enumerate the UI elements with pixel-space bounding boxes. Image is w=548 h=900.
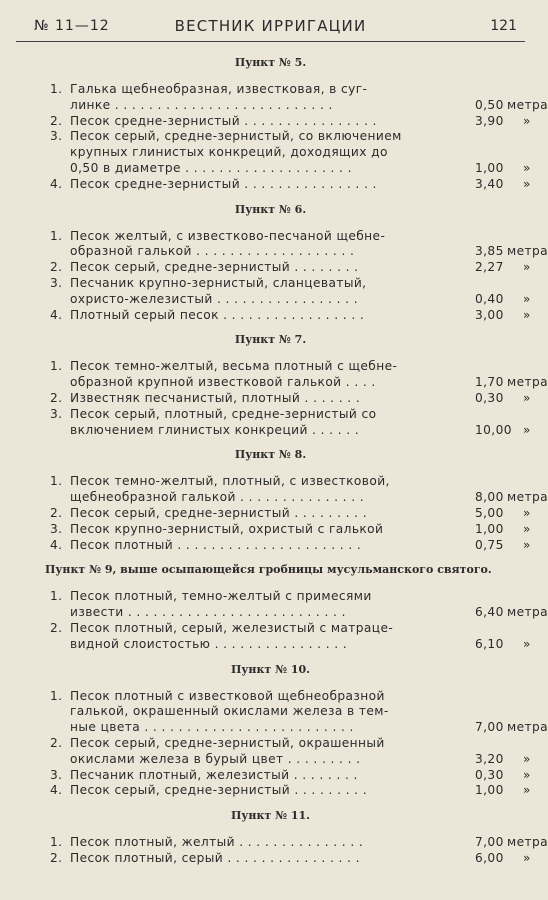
section-title: Пункт № 5. xyxy=(234,56,307,69)
item-text: Песок серый, плотный, средне-зернистый со xyxy=(70,406,377,421)
item-unit: метра xyxy=(507,375,548,390)
item-text: окислами железа в бурый цвет . . . . . . . . . xyxy=(70,751,361,766)
item-number: 2. xyxy=(50,113,63,128)
item-line xyxy=(50,422,531,439)
item-value: 1,00 xyxy=(475,160,504,175)
item-text: включением глинистых конкреций . . . . . . xyxy=(70,422,360,437)
list-item xyxy=(50,620,531,653)
item-text: Песок плотный с известковой щебнеобразной xyxy=(70,688,385,703)
item-value: 1,00 xyxy=(475,783,504,798)
item-value: 6,40 xyxy=(475,605,504,620)
item-text: 0,50 в диаметре . . . . . . . . . . . . . . . . . . . . xyxy=(70,160,352,175)
item-unit: » xyxy=(523,160,531,175)
list-item xyxy=(50,474,548,506)
item-unit: » xyxy=(523,291,531,306)
item-text: Песок средне-зернистый . . . . . . . . . . . . . . . . xyxy=(70,176,377,191)
item-text: Песчаник крупно-зернистый, сланцеватый, xyxy=(70,275,367,290)
item-text: Песок серый, средне-зернистый . . . . . . . . . xyxy=(70,505,367,520)
item-line xyxy=(50,505,531,522)
item-line xyxy=(50,689,410,705)
item-line xyxy=(50,129,410,145)
item-unit: » xyxy=(523,783,531,798)
item-value: 6,10 xyxy=(475,636,504,651)
item-text: Известняк песчанистый, плотный . . . . . . . xyxy=(70,390,361,405)
item-line xyxy=(50,145,410,161)
section-title: Пункт № 11. xyxy=(231,809,310,823)
item-unit: » xyxy=(523,636,531,651)
item-number: 4. xyxy=(50,783,63,798)
item-number: 1. xyxy=(50,589,63,604)
item-text: Песок серый, средне-зернистый . . . . . . . . . xyxy=(70,783,367,798)
item-text: Песок плотный, желтый . . . . . . . . . . . . . . . xyxy=(70,835,364,850)
list-item xyxy=(50,688,548,736)
section xyxy=(0,201,548,324)
item-unit: метра xyxy=(507,605,548,620)
item-value: 0,40 xyxy=(475,291,504,306)
item-unit: » xyxy=(523,521,531,536)
item-number: 2. xyxy=(50,390,63,405)
item-number: 1. xyxy=(50,82,63,96)
list-item xyxy=(50,359,548,391)
item-unit: метра xyxy=(507,490,548,505)
item-value: 0,75 xyxy=(475,537,504,552)
list-item xyxy=(50,390,531,407)
item-text: Песчаник плотный, железистый . . . . . . . . xyxy=(70,767,358,782)
item-text: охристо-железистый . . . . . . . . . . . . . . . . . xyxy=(70,291,359,306)
item-number: 2. xyxy=(50,620,63,635)
item-unit: » xyxy=(523,176,531,191)
item-number: 3. xyxy=(50,406,63,421)
section xyxy=(0,561,548,652)
item-line xyxy=(50,375,548,391)
item-line xyxy=(50,176,531,193)
item-line xyxy=(50,490,548,506)
item-text: крупных глинистых конкреций, доходящих до xyxy=(70,145,388,160)
item-text: Песок средне-зернистый . . . . . . . . . . . . . . . . xyxy=(70,113,377,128)
list-item xyxy=(50,176,531,193)
list-item xyxy=(50,783,531,799)
item-text: щебнеобразной галькой . . . . . . . . . . . . . . . xyxy=(70,490,365,505)
item-text: образной крупной известковой галькой . . . . xyxy=(70,375,376,390)
item-line xyxy=(50,160,531,177)
item-unit: метра xyxy=(507,835,548,850)
item-line xyxy=(50,260,531,276)
item-line xyxy=(50,621,410,637)
item-number: 1. xyxy=(50,228,63,243)
item-unit: » xyxy=(523,390,531,405)
item-value: 0,30 xyxy=(475,767,504,782)
item-line xyxy=(50,751,531,768)
section-title: Пункт № 9, выше осыпающейся гробницы мусульманского святого. xyxy=(45,563,492,577)
item-line xyxy=(50,720,548,736)
item-number: 1. xyxy=(50,688,63,703)
list-item xyxy=(50,129,531,176)
item-number: 3. xyxy=(50,521,63,536)
item-line xyxy=(50,736,410,752)
section xyxy=(0,807,548,867)
item-unit: » xyxy=(523,751,531,766)
item-line xyxy=(50,636,531,653)
list-item xyxy=(50,521,531,538)
item-value: 1,00 xyxy=(475,521,504,536)
item-number: 1. xyxy=(50,359,63,374)
item-text: Песок желтый, с известково-песчаной щебне- xyxy=(70,228,386,243)
item-text: Песок плотный, темно-желтый с примесями xyxy=(70,589,372,604)
list-item xyxy=(50,835,548,851)
section-title: Пункт № 10. xyxy=(231,662,310,676)
item-line xyxy=(50,113,531,130)
list-item xyxy=(50,406,531,439)
item-text: линке . . . . . . . . . . . . . . . . . . . . . . . . . . xyxy=(70,97,333,112)
item-number: 2. xyxy=(50,735,63,750)
item-text: Песок темно-желтый, плотный, с известковой, xyxy=(70,474,390,489)
item-value: 0,50 xyxy=(475,97,504,112)
list-item xyxy=(50,589,548,621)
list-item xyxy=(50,735,531,768)
item-number: 3. xyxy=(50,767,63,782)
item-unit: » xyxy=(523,537,531,552)
section xyxy=(0,661,548,800)
item-line xyxy=(50,307,531,324)
list-item xyxy=(50,260,531,276)
item-line xyxy=(50,850,531,867)
item-value: 3,90 xyxy=(475,113,504,128)
item-unit: » xyxy=(523,260,531,275)
item-text: Песок плотный . . . . . . . . . . . . . . . . . . . . . . xyxy=(70,537,362,552)
item-unit: метра xyxy=(507,720,548,735)
item-line xyxy=(50,589,410,605)
item-line xyxy=(50,229,410,245)
list-item xyxy=(50,275,531,308)
section-title: Пункт № 8. xyxy=(234,448,307,462)
item-value: 5,00 xyxy=(475,505,504,520)
item-line xyxy=(50,474,410,490)
item-line xyxy=(50,359,410,375)
item-unit: » xyxy=(523,307,531,322)
item-value: 0,30 xyxy=(475,390,504,405)
item-unit: » xyxy=(523,113,531,128)
item-unit: метра xyxy=(507,244,548,259)
item-value: 8,00 xyxy=(475,490,504,505)
list-item xyxy=(50,537,531,554)
item-number: 4. xyxy=(50,537,63,552)
item-text: ные цвета . . . . . . . . . . . . . . . . . . . . . . . . . xyxy=(70,720,354,735)
list-item xyxy=(50,307,531,324)
issue-number: № 11—12 xyxy=(34,18,110,34)
list-item xyxy=(50,850,531,867)
item-value: 2,27 xyxy=(475,260,504,275)
item-value: 7,00 xyxy=(475,835,504,850)
item-line xyxy=(50,407,410,423)
item-line xyxy=(50,390,531,407)
item-unit: » xyxy=(523,505,531,520)
item-line xyxy=(50,97,548,114)
item-number: 2. xyxy=(50,260,63,275)
page-number: 121 xyxy=(490,18,517,34)
item-text: Галька щебнеобразная, известковая, в суг- xyxy=(70,82,368,96)
section xyxy=(0,446,548,553)
item-text: Песок крупно-зернистый, охристый с галькой xyxy=(70,521,384,536)
item-text: видной слоистостью . . . . . . . . . . . . . . . . xyxy=(70,636,348,651)
item-value: 3,85 xyxy=(475,244,504,259)
item-text: Песок темно-желтый, весьма плотный с щебне- xyxy=(70,359,398,374)
list-item xyxy=(50,767,531,784)
item-number: 4. xyxy=(50,307,63,322)
item-unit: метра xyxy=(507,97,548,112)
item-number: 3. xyxy=(50,129,63,144)
item-line xyxy=(50,276,410,292)
list-item xyxy=(50,113,531,130)
list-item xyxy=(50,228,548,261)
item-value: 7,00 xyxy=(475,720,504,735)
journal-title: ВЕСТНИК ИРРИГАЦИИ xyxy=(174,17,367,35)
item-number: 2. xyxy=(50,850,63,865)
item-text: Песок плотный, серый, железистый с матраце- xyxy=(70,620,394,635)
item-value: 3,20 xyxy=(475,751,504,766)
item-value: 3,40 xyxy=(475,176,504,191)
item-unit: » xyxy=(523,422,531,437)
item-unit: » xyxy=(523,767,531,782)
item-value: 1,70 xyxy=(475,375,504,390)
item-value: 6,00 xyxy=(475,850,504,865)
item-line xyxy=(50,605,548,621)
item-text: галькой, окрашенный окислами железа в тем- xyxy=(70,704,389,719)
item-number: 1. xyxy=(50,474,63,489)
item-line xyxy=(50,244,548,260)
item-line xyxy=(50,783,531,799)
item-value: 10,00 xyxy=(475,422,512,437)
item-text: извести . . . . . . . . . . . . . . . . . . . . . . . . . . xyxy=(70,605,346,620)
item-value: 3,00 xyxy=(475,307,504,322)
section-title: Пункт № 7. xyxy=(234,333,307,347)
item-text: Плотный серый песок . . . . . . . . . . . . . . . . . xyxy=(70,307,365,322)
list-item xyxy=(50,505,531,522)
item-text: Песок серый, средне-зернистый, со включением xyxy=(70,129,402,144)
section-title: Пункт № 6. xyxy=(234,202,307,216)
item-line xyxy=(50,704,410,720)
item-text: Песок серый, средне-зернистый . . . . . . . . xyxy=(70,260,359,275)
item-text: образной галькой . . . . . . . . . . . . . . . . . . . xyxy=(70,244,355,259)
item-line xyxy=(50,767,531,784)
header-rule xyxy=(16,41,525,42)
page-content xyxy=(0,46,548,867)
list-item xyxy=(50,82,548,114)
item-line xyxy=(50,82,410,98)
item-line xyxy=(50,521,531,538)
item-line xyxy=(50,835,548,851)
item-text: Песок серый, средне-зернистый, окрашенный xyxy=(70,735,385,750)
item-text: Песок плотный, серый . . . . . . . . . . . . . . . . xyxy=(70,850,360,865)
section xyxy=(0,331,548,438)
item-number: 3. xyxy=(50,275,63,290)
item-number: 1. xyxy=(50,835,63,850)
item-line xyxy=(50,537,531,554)
item-number: 2. xyxy=(50,505,63,520)
section xyxy=(0,54,548,193)
page-header xyxy=(0,0,541,40)
item-line xyxy=(50,291,531,308)
item-number: 4. xyxy=(50,176,63,191)
item-unit: » xyxy=(523,850,531,865)
